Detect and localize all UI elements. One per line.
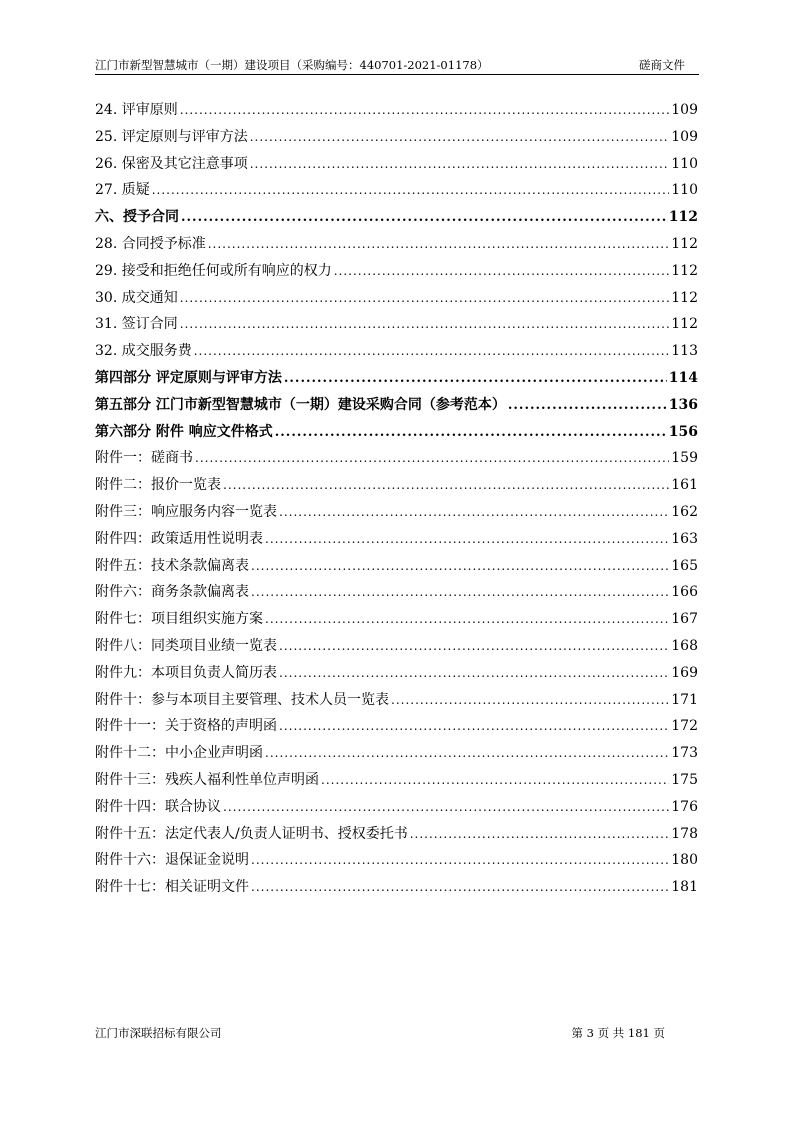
toc-entry-title: 附件十二：中小企业声明函	[95, 745, 263, 762]
toc-entry[interactable]	[95, 260, 698, 287]
toc-entry-title: 附件七：项目组织实施方案	[95, 611, 263, 628]
toc-dot-leader	[265, 612, 669, 626]
toc-entry-page: 156	[668, 423, 698, 440]
toc-dot-leader	[251, 559, 669, 573]
toc-entry-title: 附件八：同类项目业绩一览表	[95, 637, 277, 654]
toc-dot-leader	[279, 505, 669, 519]
toc-entry[interactable]	[95, 689, 698, 716]
toc-entry-title: 附件五：技术条款偏离表	[95, 557, 249, 574]
toc-entry-page: 112	[671, 262, 698, 279]
toc-dot-leader	[410, 827, 670, 841]
toc-entry-title: 附件十七：相关证明文件	[95, 879, 249, 896]
toc-entry-title: 附件四：政策适用性说明表	[95, 530, 263, 547]
page-header	[95, 56, 699, 75]
toc-dot-leader	[279, 719, 669, 733]
toc-dot-leader	[250, 157, 670, 171]
toc-entry-title: 29. 接受和拒绝任何或所有响应的权力	[95, 262, 332, 279]
toc-entry-page: 181	[671, 879, 698, 896]
toc-dot-leader	[180, 291, 670, 305]
toc-entry-title: 附件九：本项目负责人简历表	[95, 664, 277, 681]
toc-dot-leader	[180, 103, 670, 117]
toc-entry-page: 178	[671, 825, 698, 842]
toc-entry-page: 110	[671, 155, 698, 172]
toc-dot-leader	[250, 130, 670, 144]
header-doc-type: 磋商文件	[639, 58, 685, 72]
toc-dot-leader	[223, 800, 669, 814]
toc-entry-title: 附件十三：残疾人福利性单位声明函	[95, 771, 319, 788]
toc-entry-page: 176	[671, 798, 698, 815]
toc-entry-page: 165	[671, 557, 698, 574]
toc-entry-title: 第四部分 评定原则与评审方法	[95, 369, 282, 386]
toc-entry[interactable]	[95, 742, 698, 769]
toc-entry-page: 109	[671, 102, 698, 118]
toc-dot-leader	[279, 666, 669, 680]
toc-entry-title: 附件十五：法定代表人/负责人证明书、授权委托书	[95, 825, 408, 842]
toc-entry-page: 159	[671, 450, 698, 467]
toc-entry[interactable]	[95, 206, 698, 233]
toc-entry[interactable]	[95, 313, 698, 340]
toc-dot-leader	[194, 344, 670, 358]
toc-dot-leader	[223, 478, 669, 492]
toc-entry-page: 169	[671, 664, 698, 681]
toc-entry-title: 附件三：响应服务内容一览表	[95, 503, 277, 520]
toc-entry[interactable]	[95, 447, 698, 474]
toc-entry[interactable]	[95, 421, 698, 448]
toc-entry[interactable]	[95, 528, 698, 555]
toc-dot-leader	[279, 639, 669, 653]
toc-entry-page: 112	[671, 235, 698, 252]
toc-entry-title: 附件十四：联合协议	[95, 798, 221, 815]
table-of-contents	[95, 99, 698, 903]
toc-entry-title: 附件六：商务条款偏离表	[95, 584, 249, 601]
toc-dot-leader	[265, 532, 669, 546]
toc-entry[interactable]	[95, 367, 698, 394]
toc-entry[interactable]	[95, 394, 698, 421]
toc-dot-leader	[508, 398, 667, 413]
toc-entry-page: 114	[668, 369, 698, 386]
toc-dot-leader	[180, 317, 670, 331]
toc-entry-title: 附件十：参与本项目主要管理、技术人员一览表	[95, 691, 389, 708]
toc-entry-title: 31. 签订合同	[95, 316, 178, 333]
toc-entry-title: 附件十一：关于资格的声明函	[95, 718, 277, 735]
toc-entry[interactable]	[95, 126, 698, 153]
toc-entry-title: 26. 保密及其它注意事项	[95, 155, 248, 172]
toc-entry-page: 112	[668, 209, 698, 226]
toc-entry-title: 附件二：报价一览表	[95, 477, 221, 494]
toc-entry-page: 112	[671, 289, 698, 306]
toc-dot-leader	[208, 237, 670, 251]
toc-entry[interactable]	[95, 233, 698, 260]
toc-entry-page: 167	[671, 611, 698, 628]
toc-entry-title: 附件一：磋商书	[95, 450, 193, 467]
toc-entry-page: 136	[668, 396, 698, 413]
toc-entry-title: 28. 合同授予标准	[95, 235, 206, 252]
toc-dot-leader	[195, 451, 669, 465]
toc-entry[interactable]	[95, 823, 698, 850]
toc-entry-title: 六、授予合同	[95, 209, 179, 226]
toc-entry-page: 113	[671, 343, 698, 360]
toc-dot-leader	[265, 746, 669, 760]
toc-entry-page: 112	[671, 316, 698, 333]
toc-entry-page: 110	[671, 182, 698, 199]
toc-entry[interactable]	[95, 581, 698, 608]
toc-dot-leader	[334, 264, 670, 278]
toc-dot-leader	[181, 210, 667, 225]
toc-entry[interactable]	[95, 635, 698, 662]
toc-entry[interactable]	[95, 340, 698, 367]
toc-entry[interactable]	[95, 796, 698, 823]
toc-entry[interactable]	[95, 179, 698, 206]
toc-entry[interactable]	[95, 153, 698, 180]
toc-entry-page: 109	[671, 128, 698, 145]
footer-page-info: 第 3 页 共 181 页	[571, 1026, 665, 1040]
toc-entry-page: 163	[671, 530, 698, 547]
toc-entry-page: 168	[671, 637, 698, 654]
toc-entry[interactable]	[95, 555, 698, 582]
toc-entry-title: 第六部分 附件 响应文件格式	[95, 423, 273, 440]
toc-entry-title: 第五部分 江门市新型智慧城市（一期）建设采购合同（参考范本）	[95, 396, 506, 413]
toc-entry-title: 附件十六：退保证金说明	[95, 852, 249, 869]
toc-dot-leader	[275, 425, 667, 440]
toc-entry-page: 175	[671, 771, 698, 788]
toc-entry-title: 32. 成交服务费	[95, 343, 192, 360]
toc-entry[interactable]	[95, 662, 698, 689]
toc-dot-leader	[251, 853, 669, 867]
toc-entry-page: 171	[671, 691, 698, 708]
toc-entry[interactable]	[95, 769, 698, 796]
toc-dot-leader	[251, 880, 669, 894]
toc-entry[interactable]	[95, 876, 698, 903]
toc-entry-title: 27. 质疑	[95, 182, 150, 199]
toc-entry-page: 172	[671, 718, 698, 735]
toc-dot-leader	[321, 773, 669, 787]
toc-dot-leader	[284, 371, 667, 386]
toc-dot-leader	[251, 585, 669, 599]
toc-entry[interactable]	[95, 474, 698, 501]
toc-dot-leader	[391, 693, 669, 707]
toc-dot-leader	[152, 183, 670, 197]
toc-entry[interactable]	[95, 715, 698, 742]
toc-entry[interactable]	[95, 99, 698, 126]
toc-entry-page: 173	[671, 745, 698, 762]
toc-entry-title: 30. 成交通知	[95, 289, 178, 306]
toc-entry-page: 161	[671, 477, 698, 494]
toc-entry[interactable]	[95, 849, 698, 876]
toc-entry[interactable]	[95, 501, 698, 528]
toc-entry-page: 180	[671, 852, 698, 869]
toc-entry-page: 162	[671, 503, 698, 520]
toc-entry[interactable]	[95, 608, 698, 635]
toc-entry-page: 166	[671, 584, 698, 601]
header-project-title: 江门市新型智慧城市（一期）建设项目（采购编号：440701-2021-01178）	[95, 58, 489, 72]
footer-company: 江门市深联招标有限公司	[95, 1026, 222, 1040]
toc-entry-title: 24. 评审原则	[95, 102, 178, 118]
toc-entry[interactable]	[95, 287, 698, 314]
toc-entry-title: 25. 评定原则与评审方法	[95, 128, 248, 145]
